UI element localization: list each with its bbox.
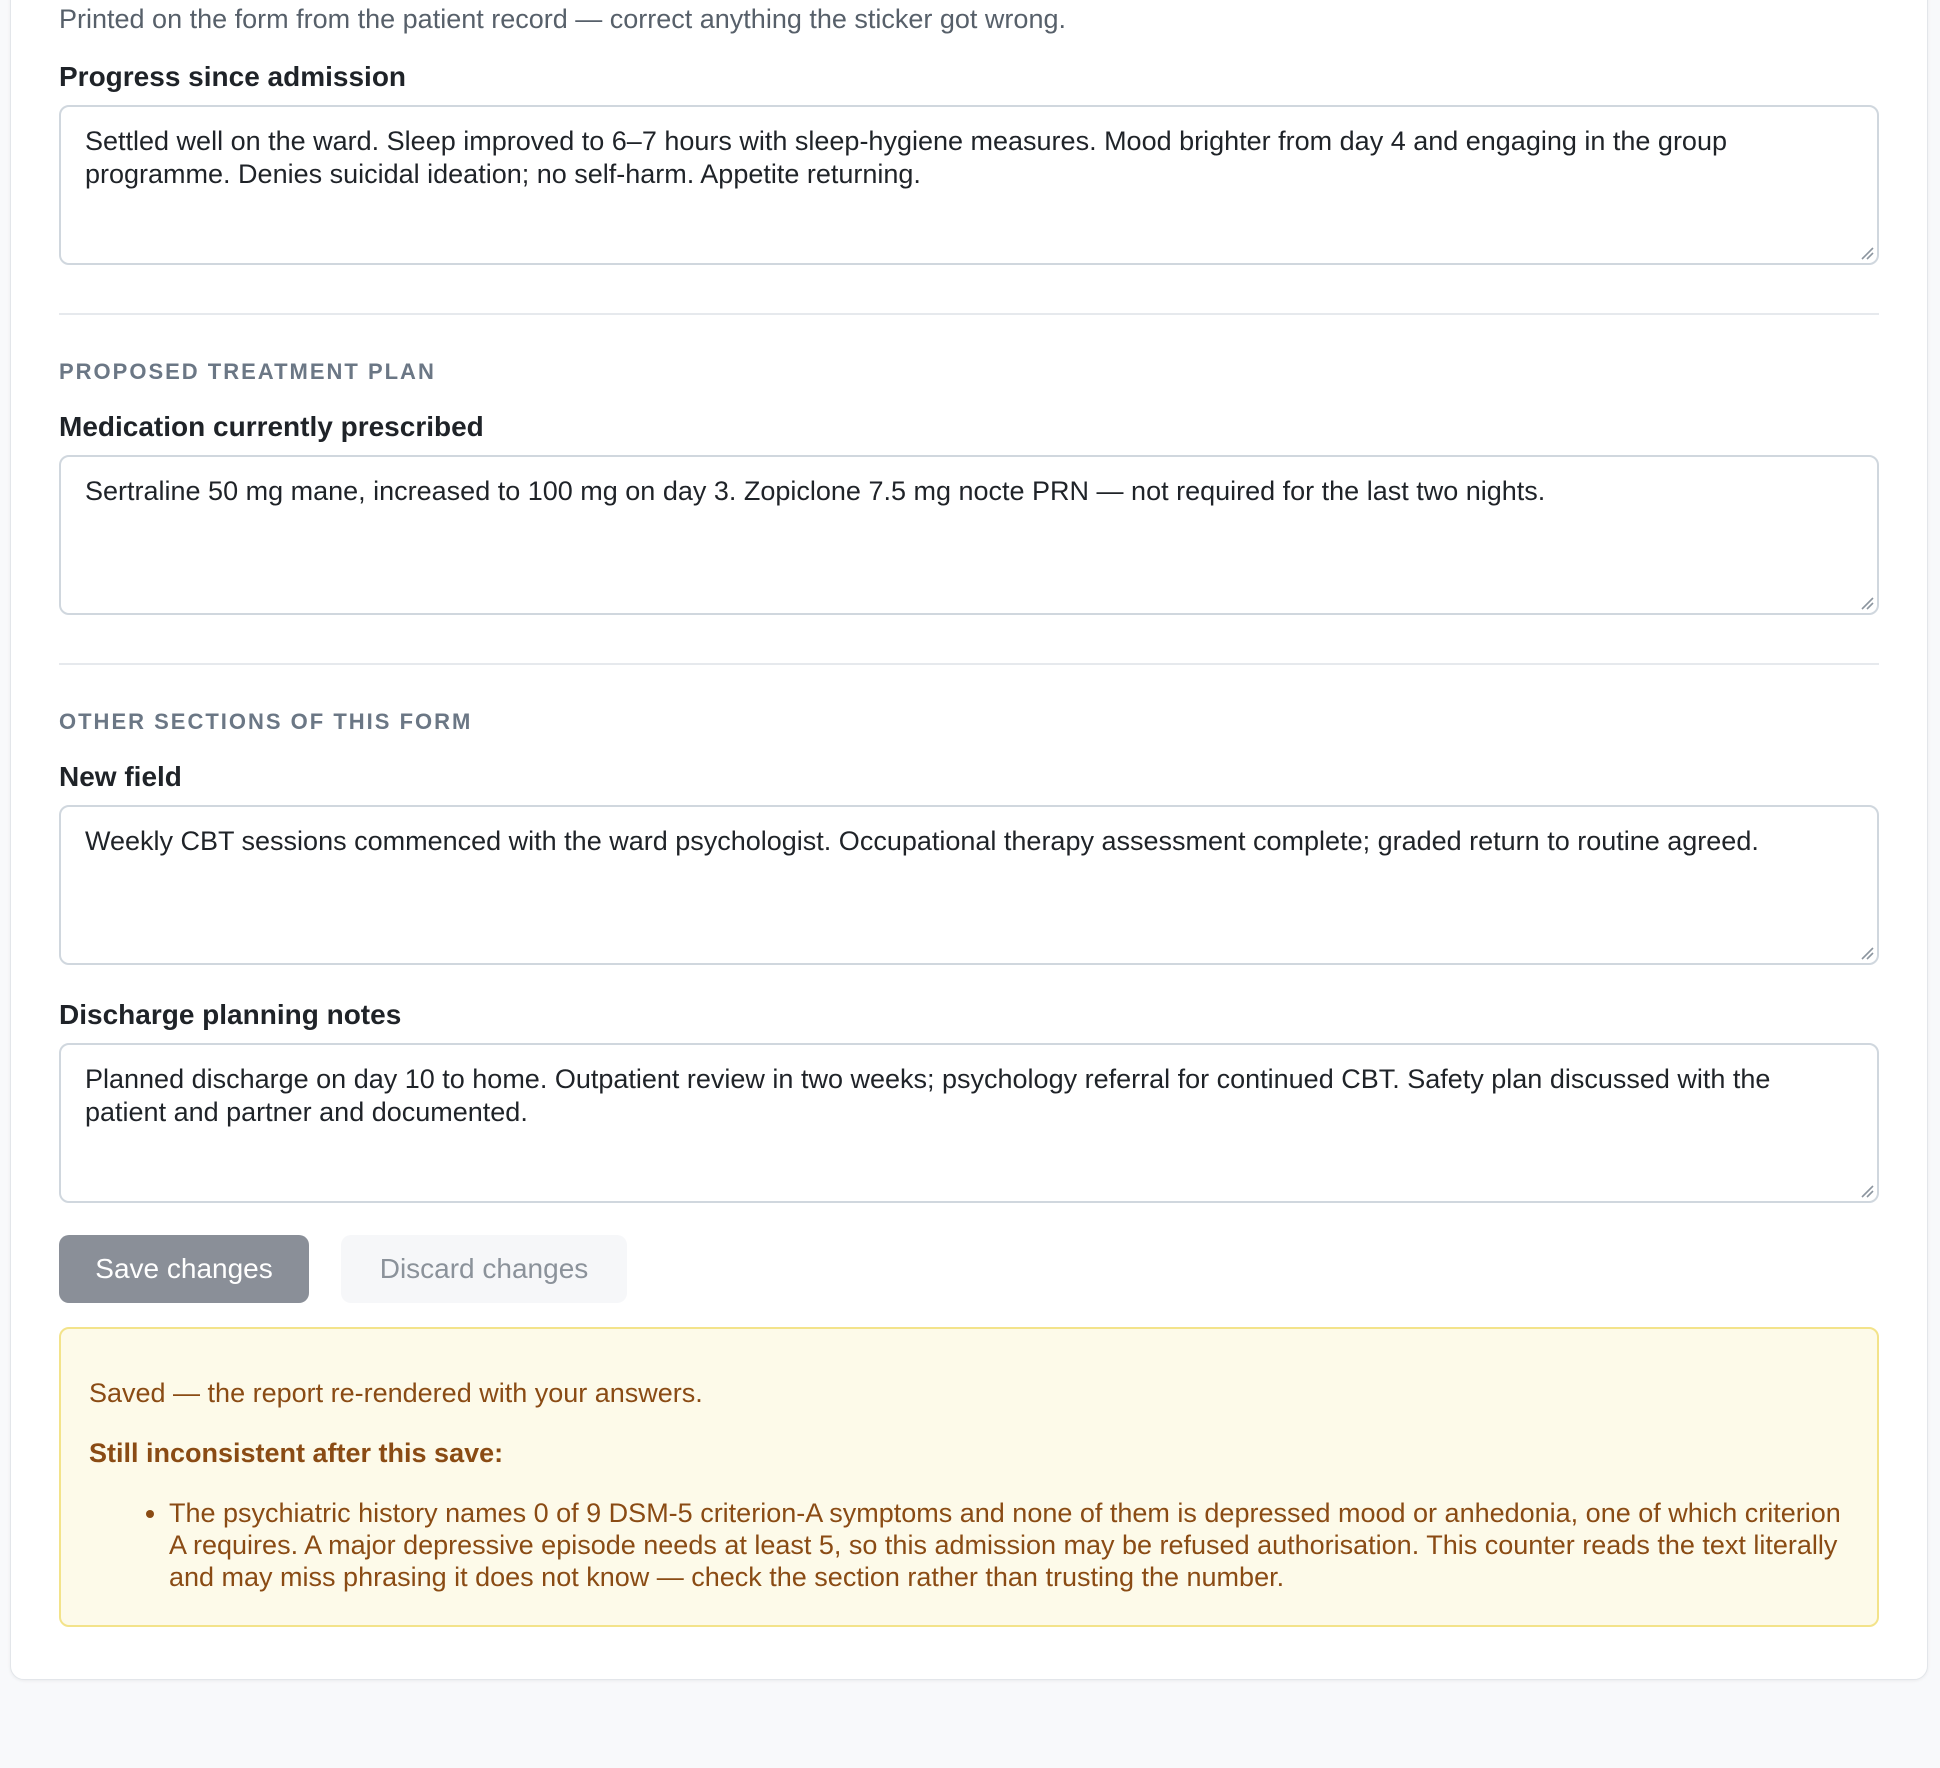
form-body [59,1,1879,1627]
resize-grip-icon[interactable] [1858,1182,1874,1198]
discharge-value: Planned discharge on day 10 to home. Outpatient review in two weeks; psychology referral for continued CBT. Safety plan discussed with the patient and partner and documented. [85,1064,1771,1127]
section-divider [59,663,1879,665]
treatment-plan-section-heading: PROPOSED TREATMENT PLAN [59,359,436,384]
progress-textarea[interactable] [59,105,1879,265]
discharge-textarea[interactable] [59,1043,1879,1203]
discharge-label: Discharge planning notes [59,999,402,1030]
resize-grip-icon[interactable] [1858,244,1874,260]
inconsistency-list [89,1497,1849,1593]
progress-value: Settled well on the ward. Sleep improved to 6–7 hours with sleep-hygiene measures. Mood brighter from day 4 and engaging in the group programme. Denies suicidal ideation; no self-harm. Appetite returning. [85,126,1727,189]
new-field-value: Weekly CBT sessions commenced with the ward psychologist. Occupational therapy assessment complete; graded return to routine agreed. [85,826,1759,856]
resize-grip-icon[interactable] [1858,944,1874,960]
patient-record-help-text: Printed on the form from the patient record — correct anything the sticker got wrong. [59,4,1066,34]
new-field-label: New field [59,761,182,792]
form-card [10,0,1928,1680]
progress-label: Progress since admission [59,61,407,92]
save-button[interactable]: Save changes [59,1235,309,1303]
inconsistency-heading: Still inconsistent after this save: [89,1438,504,1468]
inconsistency-item: • The psychiatric history names 0 of 9 DSM-5 criterion-A symptoms and none of them is depressed mood or anhedonia, one of which criterion A requires. A major depressive episode needs at least 5, so this admission may be refused authorisation. This counter reads the text literally and may miss phrasing it does not know — check the section rather than trusting the number. [169,1497,1849,1593]
resize-grip-icon[interactable] [1858,594,1874,610]
medication-label: Medication currently prescribed [59,411,484,442]
section-divider [59,313,1879,315]
other-sections-heading: OTHER SECTIONS OF THIS FORM [59,709,473,734]
medication-textarea[interactable] [59,455,1879,615]
discard-button[interactable]: Discard changes [341,1235,627,1303]
save-result-notice [59,1327,1879,1627]
saved-message: Saved — the report re-rendered with your answers. [89,1378,703,1408]
form-actions [59,1235,1879,1303]
new-field-textarea[interactable] [59,805,1879,965]
medication-value: Sertraline 50 mg mane, increased to 100 mg on day 3. Zopiclone 7.5 mg nocte PRN — not required for the last two nights. [85,476,1546,506]
